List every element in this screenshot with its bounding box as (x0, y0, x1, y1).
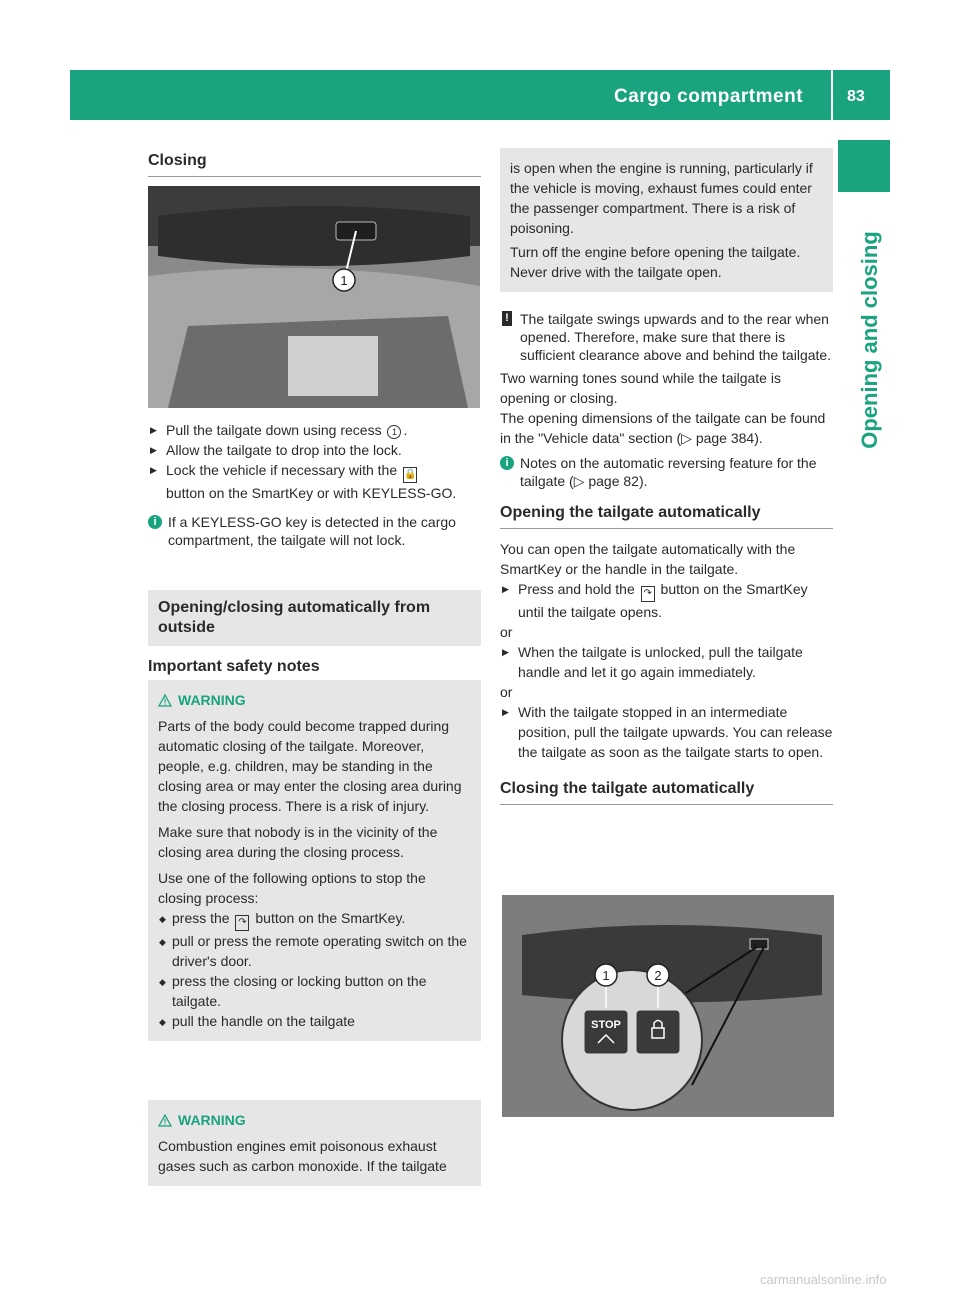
close-heading: Closing the tailgate automatically (500, 780, 833, 805)
open-step-2: ▶ When the tailgate is unlocked, pull the tailgate handle and let it go again immediately. (500, 642, 833, 682)
safety-heading: Important safety notes (148, 658, 481, 683)
open-step-3: ▶ With the tailgate stopped in an intermediate position, pull the tailgate upwards. You can release the tailgate as soon as the tailgate starts to open. (500, 702, 833, 762)
step-pull-tailgate: ▶ Pull the tailgate down using recess 1 . (148, 420, 481, 440)
section-heading: Opening/closing automatically from outside (148, 590, 481, 646)
warning-title: WARNING (158, 690, 471, 710)
open-step-1: ▶ Press and hold the ↷ button on the SmartKey until the tailgate opens. (500, 579, 833, 622)
warning-icon (158, 1114, 172, 1127)
header-title: Cargo compartment (614, 86, 804, 107)
stop-label: STOP (591, 1019, 621, 1031)
bullet-remote-switch: ◆ pull or press the remote operating switch on the driver's door. (158, 931, 471, 971)
tailgate-button-icon: ↷ (641, 586, 655, 602)
warning-icon (158, 694, 172, 707)
warning1-p1: Parts of the body could become trapped during automatic closing of the tailgate. Moreover, people, e.g. children, may be standing in the closing area or may enter the closing area during the closing process. There is a risk of injury. (158, 718, 462, 814)
left-column (148, 152, 481, 177)
callout-1: 1 (602, 968, 610, 983)
warning1-p3: Use one of the following options to stop the closing process: (158, 870, 426, 906)
open-intro: You can open the tailgate automatically with the SmartKey or the handle in the tailgate. (500, 541, 796, 577)
watermark: carmanualsonline.info (760, 1272, 887, 1287)
warning-continued-box (500, 148, 833, 292)
keyless-info: i If a KEYLESS-GO key is detected in the cargo compartment, the tailgate will not lock. (148, 513, 481, 549)
exclamation-icon: ! (502, 311, 512, 326)
lock-icon: 🔒 (403, 467, 417, 483)
or-2: or (500, 684, 513, 700)
right-text-1 (500, 310, 833, 805)
section-auto (148, 590, 481, 683)
photo-callout-1: 1 (340, 273, 348, 288)
info-icon: i (500, 456, 514, 470)
info-icon: i (148, 515, 162, 529)
bullet-smartkey: ◆ press the ↷ button on the SmartKey. (158, 908, 471, 931)
tailgate-buttons-photo (502, 895, 834, 1117)
warning2-p1: Combustion engines emit poisonous exhaust gases such as carbon monoxide. If the tailgate (158, 1138, 447, 1174)
clearance-note: ! The tailgate swings upwards and to the rear when opened. Therefore, make sure that there is sufficient clearance above and behind the tailgate. (500, 310, 833, 364)
dimensions-text: The opening dimensions of the tailgate can be found in the "Vehicle data" section (▷ page 384). (500, 410, 826, 446)
or-1: or (500, 624, 513, 640)
callout-2: 2 (654, 968, 662, 983)
warning-tones-text: Two warning tones sound while the tailgate is opening or closing. (500, 370, 781, 406)
warning-title-2: WARNING (158, 1110, 471, 1130)
box-p1: is open when the engine is running, particularly if the vehicle is moving, exhaust fumes could enter the passenger compartment. There is a risk of poisoning. (510, 160, 813, 236)
warning-box-2 (148, 1100, 481, 1186)
bullet-handle: ◆ pull the handle on the tailgate (158, 1011, 471, 1031)
warning1-p2: Make sure that nobody is in the vicinity of the closing area during the closing process. (158, 824, 438, 860)
header-divider (831, 70, 833, 120)
warning-box-1 (148, 680, 481, 1041)
chapter-label: Opening and closing (857, 231, 882, 449)
bullet-closing-button: ◆ press the closing or locking button on the tailgate. (158, 971, 471, 1011)
closing-heading: Closing (148, 152, 481, 177)
open-heading: Opening the tailgate automatically (500, 504, 833, 529)
tailgate-photo (148, 186, 480, 408)
recess-callout: 1 (387, 425, 401, 439)
step-drop-tailgate: ▶ Allow the tailgate to drop into the lock. (148, 440, 481, 460)
page-number: 83 (847, 88, 865, 105)
box-p2: Turn off the engine before opening the tailgate. Never drive with the tailgate open. (510, 244, 801, 280)
tailgate-button-icon: ↷ (235, 915, 249, 931)
chapter-tab (838, 140, 890, 192)
reversing-info: i Notes on the automatic reversing feature for the tailgate (▷ page 82). (500, 454, 833, 490)
step-lock-vehicle: ▶ Lock the vehicle if necessary with the 🔒 button on the SmartKey or with KEYLESS-GO. (148, 460, 481, 503)
closing-steps (148, 420, 481, 549)
